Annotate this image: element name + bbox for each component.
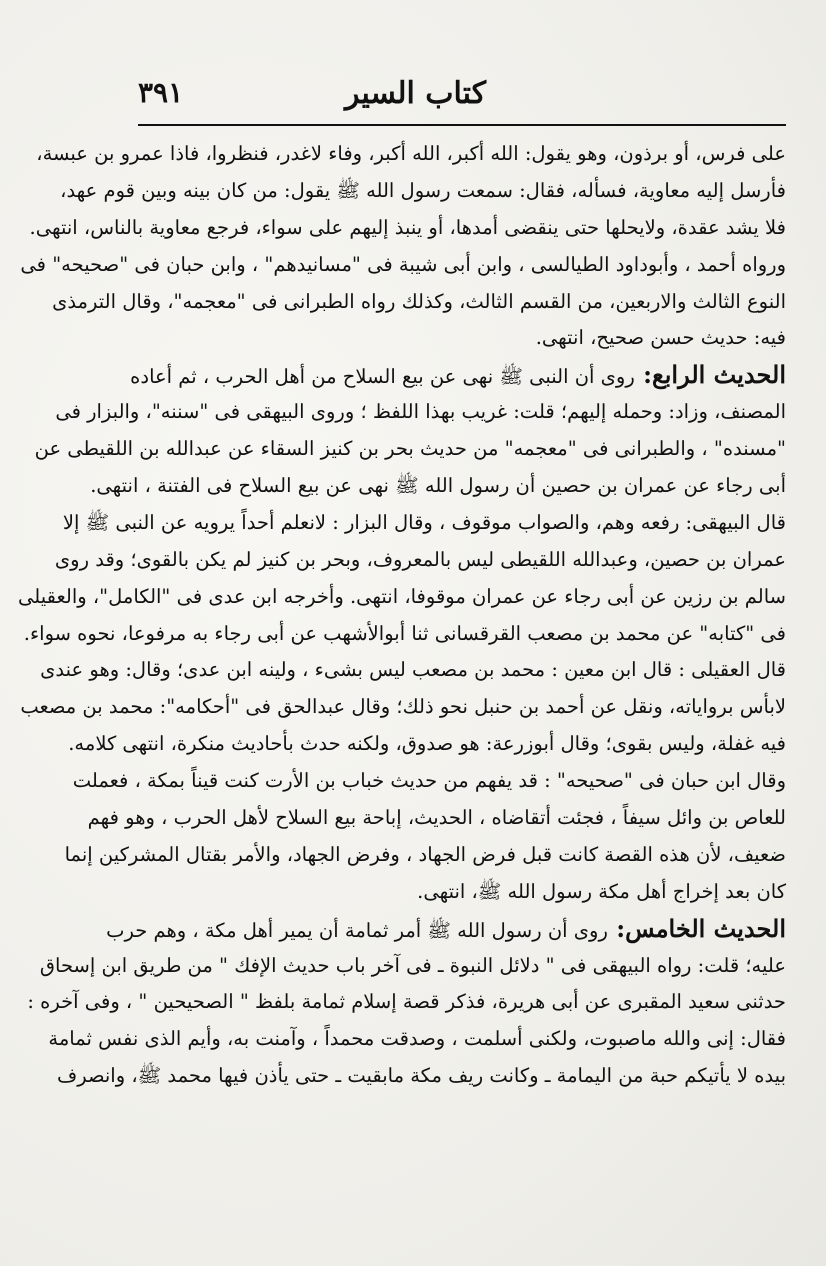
line-text: سالم بن رزين عن أبى رجاء عن عمران موقوفا، انتهى. وأخرجه ابن عدى فى "الكامل"، والعقيلى <box>18 584 786 608</box>
line-text: فأرسل إليه معاوية، فسأله، فقال: سمعت رسول الله ﷺ يقول: من كان بينه وبين قوم عهد، <box>60 178 786 202</box>
text-line <box>27 984 786 1021</box>
line-text: النوع الثالث والاربعين، من القسم الثالث، وكذلك رواه الطبرانى فى "معجمه"، وقال الترمذى <box>52 289 786 313</box>
line-text: روى أن رسول الله ﷺ أمر ثمامة أن يمير أهل مكة ، وهم حرب <box>106 918 608 942</box>
text-line <box>138 320 786 357</box>
text-line <box>39 948 786 985</box>
chapter-title: كتاب السير <box>344 76 486 111</box>
line-text: فقال: إنى والله ماصبوت، ولكنى أسلمت ، وصدقت محمداً ، وآمنت به، وأيم الذى نفس ثمامة <box>48 1027 786 1051</box>
text-line <box>40 652 786 689</box>
text-line <box>34 431 786 468</box>
text-line <box>130 357 786 394</box>
line-text: على فرس، أو برذون، وهو يقول: الله أكبر، الله أكبر، وفاء لاغدر، فنظروا، فاذا عمرو بن عبسة، <box>36 142 786 165</box>
header-rule <box>138 124 786 126</box>
hadith-heading: الحديث الرابع: <box>634 360 786 390</box>
text-line <box>138 874 786 911</box>
line-text: فى "كتابه" عن محمد بن مصعب القرقسانى ثنا أبوالأشهب عن أبى رجاء به مرفوعا، نحوه سواء. <box>23 621 786 645</box>
text-line <box>90 468 786 505</box>
line-text: ورواه أحمد ، وأبوداود الطيالسى ، وابن أبى شيبة فى "مسانيدهم" ، وابن حبان فى "صحيحه" فى <box>20 252 786 276</box>
line-text: وقال ابن حبان فى "صحيحه" : قد يفهم من حديث خباب بن الأرت كنت قيناً بمكة ، فعملت <box>72 769 786 793</box>
line-text: ضعيف، لأن هذه القصة كانت قبل فرض الجهاد ، وفرض الجهاد، والأمر بقتال المشركين إنما <box>64 842 786 866</box>
text-line <box>48 1021 786 1058</box>
text-line <box>62 505 786 542</box>
line-text: المصنف، وزاد: وحمله إليهم؛ قلت: غريب بهذا اللفظ ؛ وروى البيهقى فى "سننه"، والبزار فى <box>55 400 786 424</box>
page-number: ٣٩١ <box>138 76 184 109</box>
text-line <box>29 210 786 247</box>
text-line <box>72 763 786 800</box>
text-line <box>23 616 786 653</box>
text-line <box>64 837 786 874</box>
line-text: فيه: حديث حسن صحيح، انتهى. <box>535 326 786 350</box>
line-text: عليه؛ قلت: رواه البيهقى فى " دلائل النبوة ـ فى آخر باب حديث الإفك " من طريق ابن إسحاق <box>39 953 786 977</box>
line-text: حدثنى سعيد المقبرى عن أبى هريرة، فذكر قصة إسلام ثمامة بلفظ " الصحيحين " ، وفى آخره : <box>27 990 786 1014</box>
line-text: عمران بن حصين، وعبدالله اللقيطى ليس بالمعروف، وبحر بن كنيز لم يكن بالقوى؛ وقد روى <box>54 547 786 571</box>
text-line <box>87 800 786 837</box>
hadith-heading: الحديث الخامس: <box>607 913 786 943</box>
text-line <box>20 247 786 284</box>
text-line <box>106 911 786 948</box>
text-line <box>54 542 786 579</box>
line-text: روى أن النبى ﷺ نهى عن بيع السلاح من أهل الحرب ، ثم أعاده <box>130 365 635 389</box>
text-line <box>68 726 786 763</box>
text-line <box>52 284 786 321</box>
line-text: للعاص بن وائل سيفاً ، فجئت أتقاضاه ، الحديث، إباحة بيع السلاح لأهل الحرب ، وهو فهم <box>87 806 786 830</box>
line-text: قال البيهقى: رفعه وهم، والصواب موقوف ، وقال البزار : لانعلم أحداً يرويه عن النبى ﷺ إلا <box>62 510 786 534</box>
text-line <box>56 1058 786 1095</box>
line-text: فيه غفلة، وليس بقوى؛ وقال أبوزرعة: هو صدوق، ولكنه حدث بأحاديث منكرة، انتهى كلامه. <box>68 732 786 756</box>
line-text: كان بعد إخراج أهل مكة رسول الله ﷺ، انتهى. <box>417 879 786 903</box>
line-text: فلا يشد عقدة، ولايحلها حتى ينقضى أمدها، أو ينبذ إليهم على سواء، فرجع معاوية بالناس، انتهى. <box>29 215 786 239</box>
line-text: أبى رجاء عن عمران بن حصين أن رسول الله ﷺ نهى عن بيع السلاح فى الفتنة ، انتهى. <box>90 474 786 498</box>
line-text: بيده لا يأتيكم حبة من اليمامة ـ وكانت ريف مكة مابقيت ـ حتى يأذن فيها محمد ﷺ، وانصرف <box>56 1064 786 1088</box>
text-line <box>60 173 786 210</box>
text-line <box>20 689 786 726</box>
line-text: قال العقيلى : قال ابن معين : محمد بن مصعب ليس بشىء ، ولينه ابن عدى؛ وقال: وهو عندى <box>40 658 786 682</box>
line-text: "مسنده" ، والطبرانى فى "معجمه" من حديث بحر بن كنيز السقاء عن عبدالله بن اللقيطى عن <box>34 437 786 461</box>
line-text: لابأس برواياته، ونقل عن أحمد بن حنبل نحو ذلك؛ وقال عبدالحق فى "أحكامه": محمد بن مصعب <box>20 695 786 719</box>
page-header <box>138 76 786 120</box>
text-line <box>55 394 786 431</box>
text-line <box>36 136 786 173</box>
text-line <box>18 579 786 616</box>
page-body <box>18 136 786 1095</box>
